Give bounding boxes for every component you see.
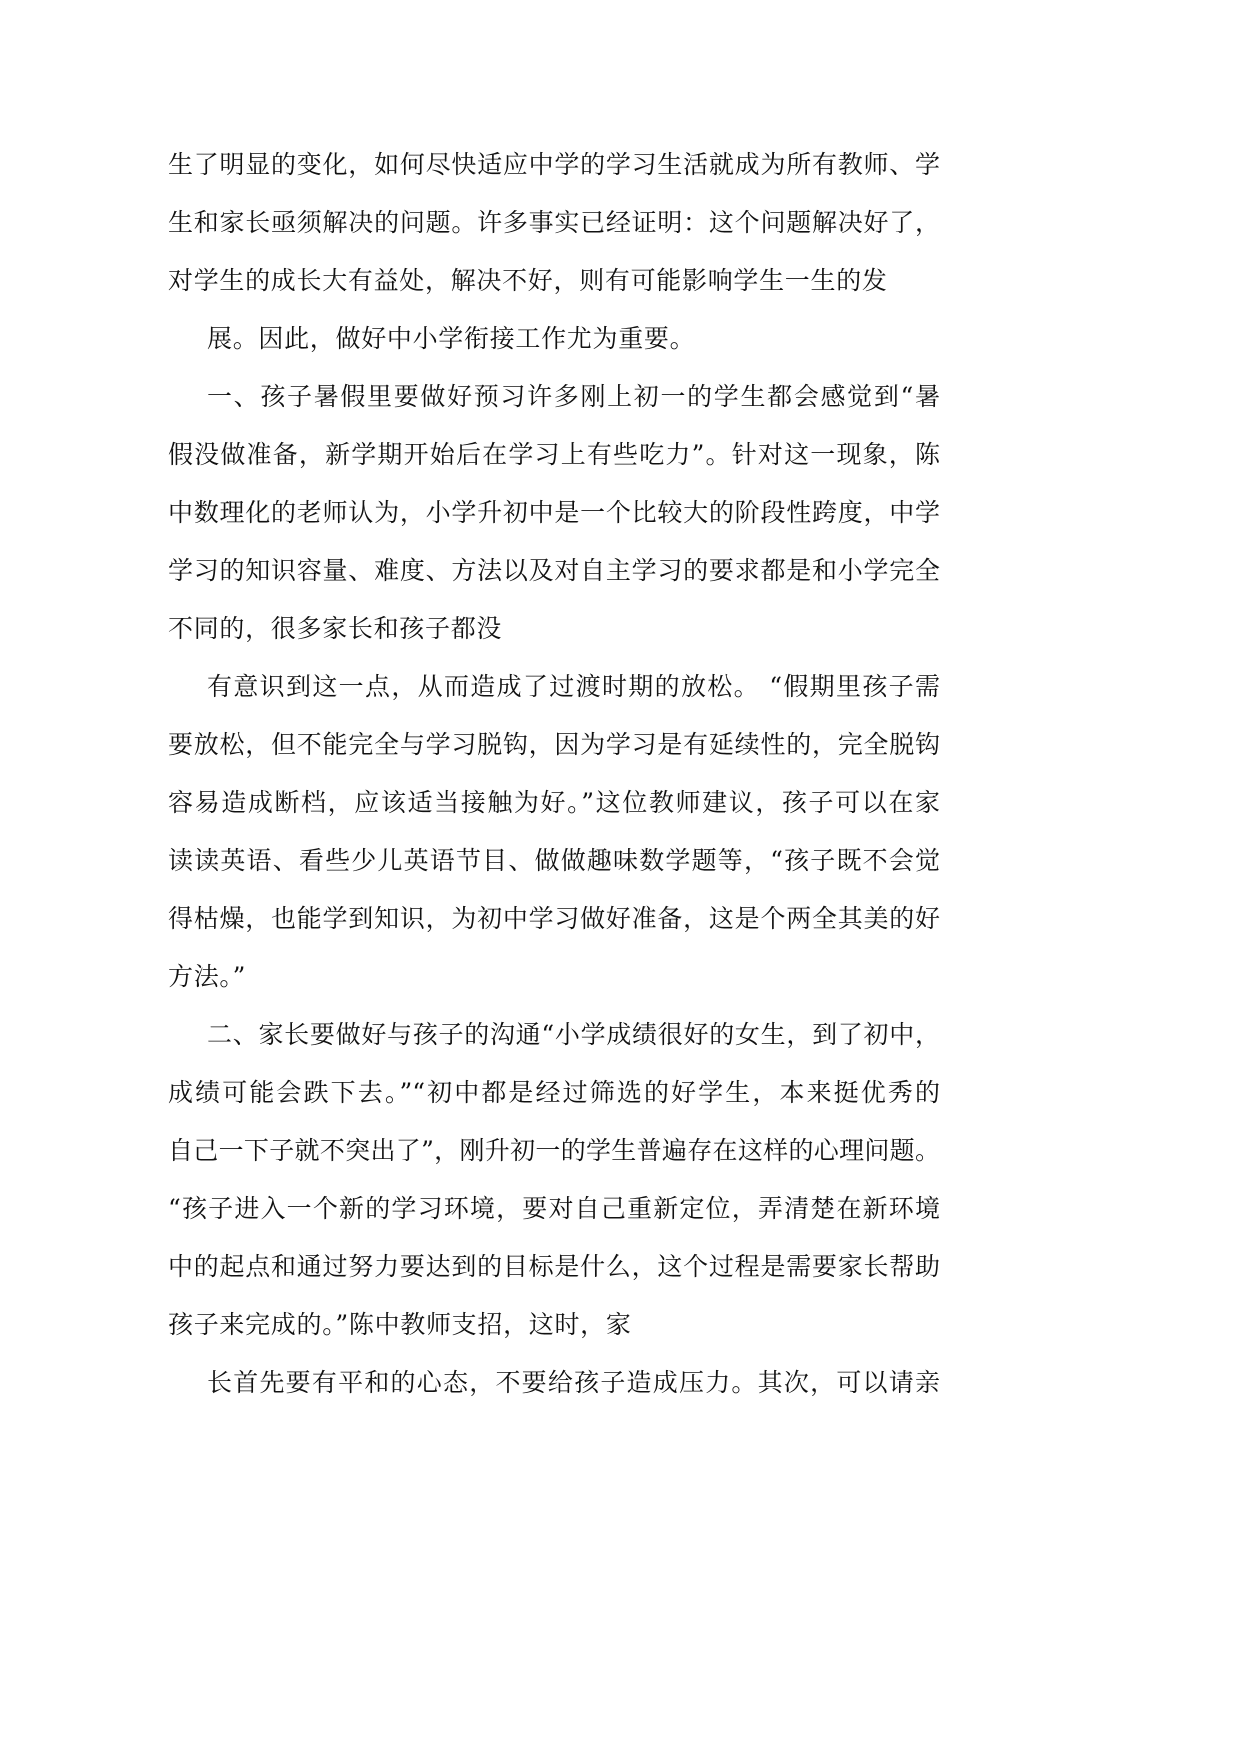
text-line: 要放松，但不能完全与学习脱钩，因为学习是有延续性的，完全脱钩: [168, 730, 940, 759]
text-line: 孩子来完成的。”陈中教师支招，这时，家: [168, 1310, 632, 1339]
text-line: 中数理化的老师认为，小学升初中是一个比较大的阶段性跨度，中学: [168, 498, 940, 527]
text-line: 对学生的成长大有益处，解决不好，则有可能影响学生一生的发: [168, 266, 888, 295]
text-line: 方法。”: [168, 962, 247, 991]
text-line: “孩子进入一个新的学习环境，要对自己重新定位，弄清楚在新环境: [168, 1194, 940, 1223]
paragraph: [168, 1006, 940, 1354]
text-line: 读读英语、看些少儿英语节目、做做趣味数学题等，“孩子既不会觉: [168, 846, 940, 875]
paragraph: [168, 658, 940, 1006]
paragraph: [168, 1354, 940, 1412]
paragraph: [168, 136, 940, 310]
text-line: 长首先要有平和的心态，不要给孩子造成压力。其次，可以请亲: [207, 1368, 940, 1397]
text-line: 容易造成断档，应该适当接触为好。”这位教师建议，孩子可以在家: [168, 788, 940, 817]
text-line: 假没做准备，新学期开始后在学习上有些吃力”。针对这一现象，陈: [168, 440, 940, 469]
text-line: 自己一下子就不突出了”，刚升初一的学生普遍存在这样的心理问题。: [168, 1136, 940, 1165]
text-line: 一、孩子暑假里要做好预习许多刚上初一的学生都会感觉到“暑: [207, 382, 940, 411]
text-line: 展。因此，做好中小学衔接工作尤为重要。: [207, 324, 696, 353]
text-line: 成绩可能会跌下去。”“初中都是经过筛选的好学生，本来挺优秀的: [168, 1078, 940, 1107]
text-line: 中的起点和通过努力要达到的目标是什么，这个过程是需要家长帮助: [168, 1252, 940, 1281]
text-line: 不同的，很多家长和孩子都没: [168, 614, 503, 643]
text-line: 生了明显的变化，如何尽快适应中学的学习生活就成为所有教师、学: [168, 150, 940, 179]
paragraph: [168, 310, 940, 368]
text-line: 学习的知识容量、难度、方法以及对自主学习的要求都是和小学完全: [168, 556, 940, 585]
text-line: 有意识到这一点，从而造成了过渡时期的放松。 “假期里孩子需: [207, 672, 940, 701]
paragraph: [168, 368, 940, 658]
body-text: [168, 136, 940, 1412]
text-line: 得枯燥，也能学到知识，为初中学习做好准备，这是个两全其美的好: [168, 904, 940, 933]
text-line: 二、家长要做好与孩子的沟通“小学成绩很好的女生，到了初中，: [207, 1020, 940, 1049]
text-line: 生和家长亟须解决的问题。许多事实已经证明：这个问题解决好了，: [168, 208, 940, 237]
